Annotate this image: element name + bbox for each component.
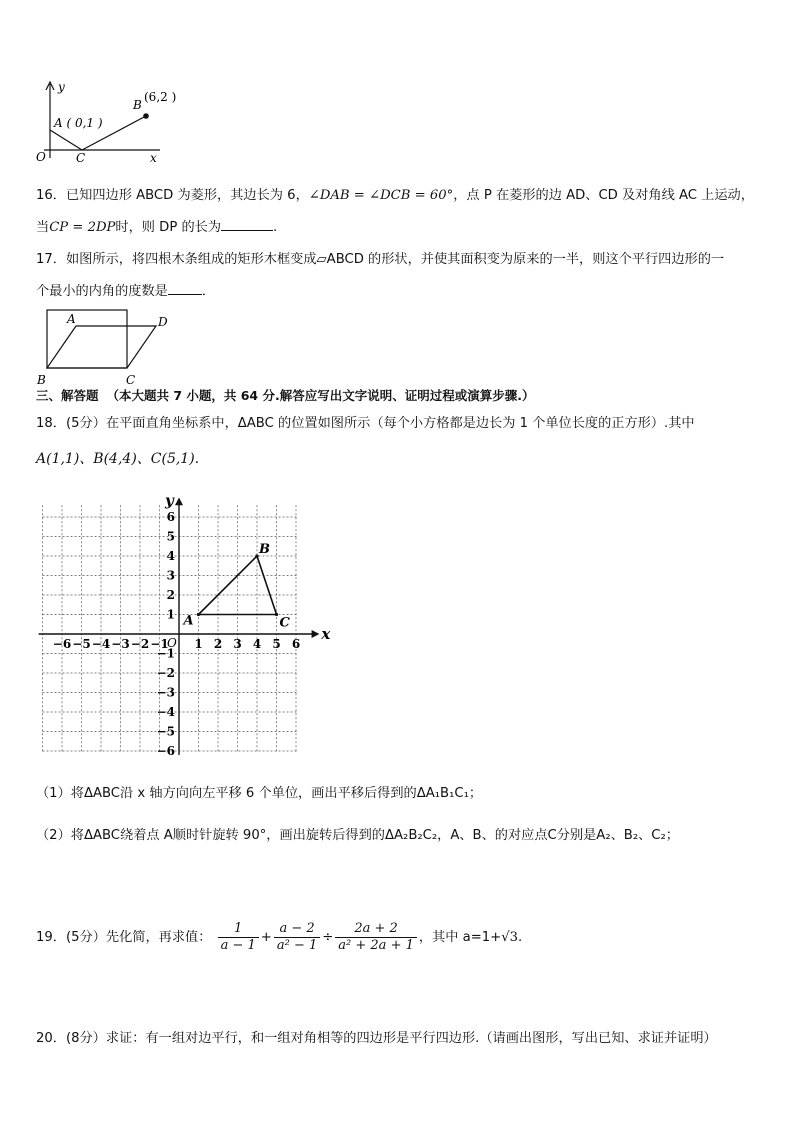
triangle-label-c: C bbox=[279, 615, 290, 631]
q16-answer-blank[interactable] bbox=[221, 218, 273, 231]
q17-line1: 17．如图所示，将四根木条组成的矩形木框变成▱ABCD 的形状，并使其面积变为原来的一半，则这个平行四边形的一 bbox=[36, 252, 725, 267]
top-point-c-label: C bbox=[76, 151, 86, 165]
y-tick-label: −3 bbox=[156, 685, 175, 700]
q17-line2: 个最小的内角的度数是 ． bbox=[36, 284, 216, 299]
q17-answer-blank[interactable] bbox=[168, 282, 202, 295]
q19-fraction-2: $\frac{a - 2}{\text{a² − 1}}$ bbox=[274, 921, 320, 954]
q17-label-a: A bbox=[67, 312, 76, 326]
q18-points: A(1,1)、B(4,4)、C(5,1). bbox=[36, 451, 200, 467]
q17-label-b: B bbox=[37, 373, 46, 387]
top-point-b-label: B bbox=[133, 98, 142, 112]
point-b-dot bbox=[143, 113, 149, 119]
section3-heading bbox=[36, 387, 766, 405]
q20-line: 20．(8分）求证：有一组对边平行，和一组对角相等的四边形是平行四边形.（请画出图形，写出已知、求证并证明） bbox=[36, 1031, 717, 1046]
x-tick-label: −5 bbox=[72, 637, 91, 651]
y-tick-label: 1 bbox=[166, 607, 175, 622]
y-tick-label: 3 bbox=[166, 568, 175, 583]
x-tick-label: 3 bbox=[233, 637, 242, 651]
top-point-a-label: A ( 0,1 ) bbox=[54, 116, 103, 130]
x-tick-label: 5 bbox=[272, 637, 281, 651]
top-coordinate-figure bbox=[32, 78, 177, 168]
y-tick-label: −6 bbox=[156, 744, 175, 758]
q18-line1: 18．(5分）在平面直角坐标系中，ΔABC 的位置如图所示（每个小方格都是边长为 1 个单位长度的正方形）.其中 bbox=[36, 416, 695, 431]
x-tick-label: 4 bbox=[252, 637, 262, 651]
top-x-label: x bbox=[150, 151, 157, 165]
y-tick-label: −5 bbox=[156, 724, 175, 739]
grid-y-label: y bbox=[165, 491, 174, 510]
x-axis-arrow bbox=[312, 630, 320, 638]
section3-title: 三、解答题 bbox=[36, 388, 99, 403]
x-tick-label: −6 bbox=[52, 637, 72, 651]
y-tick-label: 2 bbox=[166, 588, 175, 602]
q16-angle-expr: ∠DAB = ∠DCB = 60° bbox=[308, 188, 454, 203]
q17-figure bbox=[34, 306, 184, 390]
q17-parallelogram bbox=[47, 326, 156, 368]
x-tick-label: −2 bbox=[130, 637, 150, 651]
triangle-label-a: A bbox=[183, 613, 194, 629]
q19-fraction-1: $\frac{1}{a - 1}$ bbox=[218, 921, 259, 954]
grid-origin-label: O bbox=[167, 636, 177, 650]
y-axis-arrow bbox=[175, 498, 183, 506]
x-tick-label: −4 bbox=[91, 637, 111, 651]
y-tick-label: −2 bbox=[156, 666, 175, 680]
triangle-label-b: B bbox=[259, 542, 270, 557]
q19-sqrt: √3 bbox=[501, 930, 518, 945]
q17-label-c: C bbox=[126, 373, 136, 387]
segment-ac bbox=[50, 130, 82, 150]
triangle-vertex-a bbox=[197, 613, 200, 616]
grid-x-label: x bbox=[321, 625, 331, 643]
x-tick-label: 2 bbox=[213, 637, 223, 651]
y-tick-label: 5 bbox=[166, 529, 175, 544]
x-tick-label: 1 bbox=[194, 637, 203, 651]
q16-cond-expr: CP = 2DP bbox=[49, 220, 116, 235]
x-tick-label: −3 bbox=[111, 637, 130, 651]
triangle-vertex-c bbox=[275, 613, 278, 616]
y-tick-label: 4 bbox=[166, 549, 175, 563]
section3-note: （本大题共 7 小题，共 64 分.解答应写出文字说明、证明过程或演算步骤.） bbox=[106, 388, 535, 403]
q18-sub2: （2）将ΔABC绕着点 A顺时针旋转 90°，画出旋转后得到的ΔA₂B₂C₂，A、B、的对应点C分别是A₂、B₂、C₂； bbox=[36, 828, 679, 843]
q17-rectangle bbox=[47, 310, 127, 368]
q19-line: 19．(5分）先化简，再求值： $\frac{1}{a - 1}$ + $\frac{a - 2}{\text{a² − 1}}$ ÷ $\frac{2a + 2}{\text{a² + 2a + 1}}$ ，其中 a=1+√3. bbox=[36, 920, 523, 953]
top-y-label: y bbox=[58, 80, 65, 94]
y-tick-label: −4 bbox=[156, 705, 175, 719]
q17-label-d: D bbox=[158, 315, 168, 329]
q16-line1: 16．已知四边形 ABCD 为菱形，其边长为 6，∠DAB = ∠DCB = 60°，点 P 在菱形的边 AD、CD 及对角线 AC 上运动， bbox=[36, 188, 754, 203]
top-origin-label: O bbox=[36, 150, 46, 164]
x-tick-label: 6 bbox=[291, 637, 301, 651]
q19-fraction-3: $\frac{2a + 2}{\text{a² + 2a + 1}}$ bbox=[335, 921, 417, 954]
grid-axes bbox=[39, 498, 320, 755]
x-tick-label: −1 bbox=[150, 637, 169, 651]
y-tick-label: −1 bbox=[156, 646, 175, 661]
y-tick-label: 6 bbox=[166, 510, 175, 524]
top-point-b-coord: (6,2 ) bbox=[144, 90, 177, 104]
q16-line2: 当CP = 2DP时，则 DP 的长为 . bbox=[36, 220, 278, 235]
q18-sub1: （1）将ΔABC沿 x 轴方向向左平移 6 个单位，画出平移后得到的ΔA₁B₁C₁； bbox=[36, 786, 483, 801]
q18-grid-chart bbox=[34, 491, 331, 759]
